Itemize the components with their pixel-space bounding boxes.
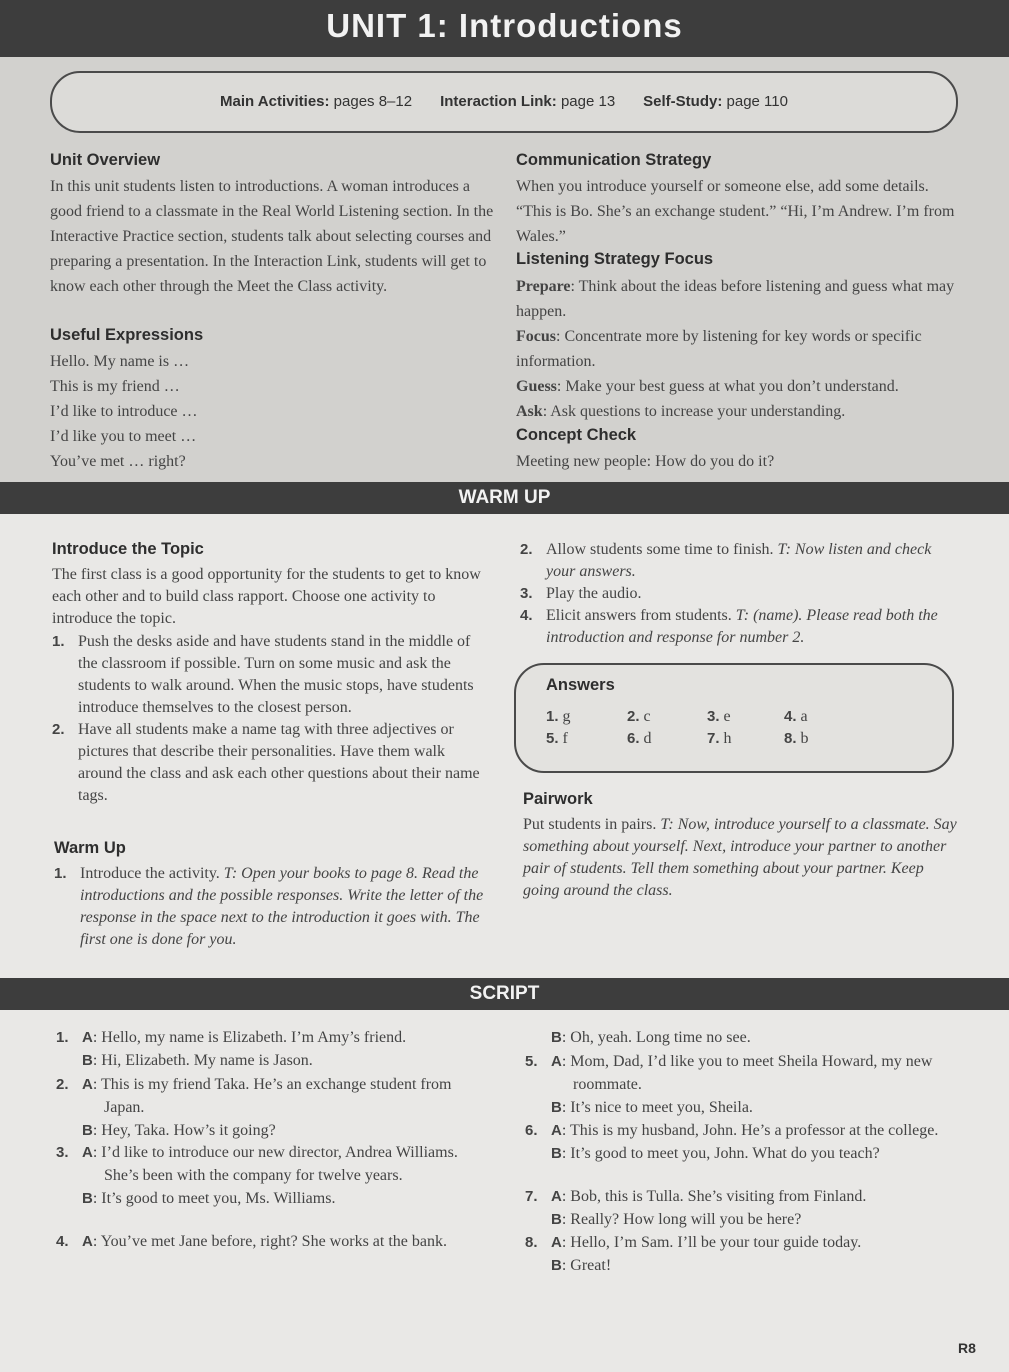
- expression-item: I’d like to introduce …: [50, 403, 198, 420]
- strategy-ask: Ask: Ask questions to increase your understanding.: [516, 403, 846, 420]
- script-item-continued: B: Oh, yeah. Long time no see.: [551, 1029, 751, 1046]
- warm-up-band: WARM UP: [0, 482, 1009, 514]
- summary-bar: [50, 71, 958, 133]
- useful-expressions-list: [50, 349, 470, 474]
- warm-up-step: 3. Play the audio.: [520, 585, 642, 602]
- script-item: 3. A: I’d like to introduce our new director, Andrea Williams. She’s been with the company for twelve years. B: It’s good to meet you, Ms. Williams.: [56, 1144, 458, 1207]
- communication-strategy-heading: Communication Strategy: [516, 151, 712, 169]
- strategy-focus: Focus: Concentrate more by listening for key words or specific information.: [516, 328, 922, 370]
- introduce-topic-heading: Introduce the Topic: [52, 540, 204, 558]
- answers-heading: Answers: [546, 676, 615, 694]
- topic-step: 1. Push the desks aside and have students stand in the middle of the classroom if possible. Turn on some music and ask the students to walk around. When the music stops, have students introduce themselves to the closest person.: [52, 633, 474, 716]
- expression-item: Hello. My name is …: [50, 353, 190, 370]
- communication-strategy-text: When you introduce yourself or someone else, add some details. “This is Bo. She’s an exchange student.” “Hi, I’m Andrew. I’m from Wales.”: [516, 178, 955, 245]
- listening-strategy-list: [516, 274, 956, 424]
- answer-item: 7. h: [707, 730, 732, 747]
- introduce-topic-intro: The first class is a good opportunity for the students to get to know each other and to build class rapport. Choose one activity to introduce the topic.: [52, 566, 481, 627]
- script-item: 4. A: You’ve met Jane before, right? She works at the bank.: [56, 1233, 447, 1250]
- summary-interaction-link: Interaction Link: page 13: [440, 93, 616, 110]
- strategy-prepare: Prepare: Think about the ideas before listening and guess what may happen.: [516, 278, 955, 320]
- introduce-topic-steps: [52, 631, 492, 807]
- topic-step: 2. Have all students make a name tag with three adjectives or pictures that describe their personalities. Have them walk around the class and ask each other questions about their name tags.: [52, 721, 480, 804]
- warm-up-step: 2. Allow students some time to finish. T: Now listen and check your answers.: [520, 541, 932, 580]
- summary-main-activities: Main Activities: pages 8–12: [220, 93, 413, 110]
- page-number: R8: [958, 1340, 976, 1356]
- warm-up-step: 1. Introduce the activity. T: Open your books to page 8. Read the introductions and the possible responses. Write the letter of the response in the space next to the introduction it goes with. The first one is done for you.: [54, 865, 484, 948]
- script-item: 2. A: This is my friend Taka. He’s an exchange student from Japan. B: Hey, Taka. How’s it going?: [56, 1076, 452, 1139]
- concept-check-heading: Concept Check: [516, 426, 637, 444]
- script-item: 1. A: Hello, my name is Elizabeth. I’m Amy’s friend. B: Hi, Elizabeth. My name is Jason.: [56, 1029, 407, 1069]
- pairwork-text: Put students in pairs. T: Now, introduce yourself to a classmate. Say something about yourself. Next, introduce your partner to another pair of students. Tell them something about your partner. Keep going around the class.: [523, 816, 957, 899]
- answer-item: 2. c: [627, 708, 651, 725]
- unit-overview-text: In this unit students listen to introductions. A woman introduces a good friend to a classmate in the Real World Listening section. In the Interactive Practice section, students talk about selecting courses and preparing a presentation. In the Interaction Link, students will get to know each other through the Meet the Class activity.: [50, 178, 494, 295]
- expression-item: This is my friend …: [50, 378, 180, 395]
- concept-check-text: Meeting new people: How do you do it?: [516, 453, 775, 470]
- summary-self-study: Self-Study: page 110: [643, 93, 788, 110]
- expression-item: I’d like you to meet …: [50, 428, 197, 445]
- answer-item: 6. d: [627, 730, 652, 747]
- script-item: 7. A: Bob, this is Tulla. She’s visiting from Finland. B: Really? How long will you be here?: [525, 1188, 867, 1228]
- strategy-guess: Guess: Make your best guess at what you don’t understand.: [516, 378, 899, 395]
- pairwork-heading: Pairwork: [523, 790, 593, 808]
- answer-item: 4. a: [784, 708, 808, 725]
- warm-up-steps-continued: [520, 539, 955, 649]
- answer-item: 1. g: [546, 708, 571, 725]
- answer-item: 3. e: [707, 708, 731, 725]
- script-band: SCRIPT: [0, 978, 1009, 1010]
- listening-strategy-heading: Listening Strategy Focus: [516, 250, 714, 268]
- unit-title: UNIT 1: Introductions: [0, 0, 1009, 57]
- warm-up-heading: Warm Up: [54, 839, 126, 857]
- answer-item: 5. f: [546, 730, 568, 747]
- expression-item: You’ve met … right?: [50, 453, 186, 470]
- unit-overview-heading: Unit Overview: [50, 151, 161, 169]
- answer-item: 8. b: [784, 730, 809, 747]
- script-item: 8. A: Hello, I’m Sam. I’ll be your tour guide today. B: Great!: [525, 1234, 862, 1274]
- warm-up-step: 4. Elicit answers from students. T: (name). Please read both the introduction and response for number 2.: [520, 607, 938, 646]
- warm-up-steps: [54, 863, 494, 951]
- useful-expressions-heading: Useful Expressions: [50, 326, 204, 344]
- script-item: 5. A: Mom, Dad, I’d like you to meet Sheila Howard, my new roommate. B: It’s nice to meet you, Sheila.: [525, 1053, 933, 1116]
- script-item: 6. A: This is my husband, John. He’s a professor at the college. B: It’s good to meet you, John. What do you teach?: [525, 1122, 939, 1162]
